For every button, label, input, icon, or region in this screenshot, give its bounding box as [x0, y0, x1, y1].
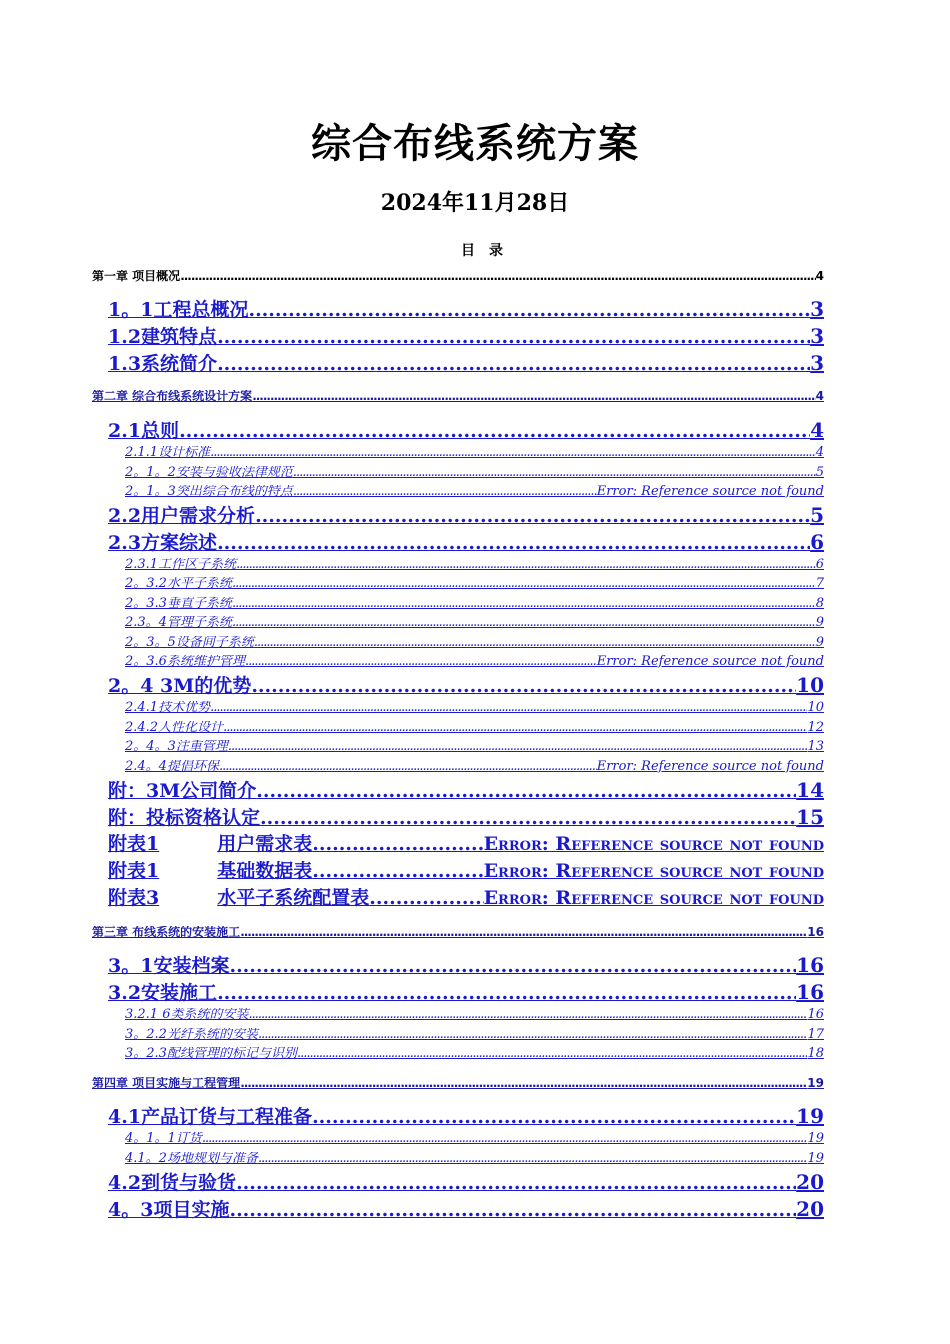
toc-subsection-2-4-3[interactable]: 2。4。3注重管理 ..... 13: [125, 740, 824, 755]
toc-section-2-3[interactable]: 2.3方案综述 ..... 6: [108, 531, 824, 555]
toc-section-1-1[interactable]: 1。1工程总概况 ..... 3: [108, 298, 824, 322]
toc-subsection-4-1-2[interactable]: 4.1。2场地规划与准备 ..... 19: [125, 1152, 824, 1167]
toc-subsection-2-3-4[interactable]: 2.3。4管理子系统 ..... 9: [125, 616, 824, 631]
toc-section-1-2[interactable]: 1.2建筑特点 ..... 3: [108, 325, 824, 349]
toc-section-3-2[interactable]: 3.2安装施工 ..... 16: [108, 981, 824, 1005]
toc-attachment-base-data[interactable]: 附表1 基础数据表 ..... Error: Reference source not found: [108, 861, 824, 883]
toc-subsection-2-3-1[interactable]: 2.3.1工作区子系统 ..... 6: [125, 558, 824, 573]
toc-appendix-qualification[interactable]: 附：投标资格认定 ..... 15: [108, 806, 824, 830]
toc-heading: 目录: [461, 243, 517, 259]
toc-subsection-2-1-1[interactable]: 2.1.1设计标准 ..... 4: [125, 446, 824, 461]
toc-subsection-2-3-5[interactable]: 2。3。5设备间子系统 ..... 9: [125, 636, 824, 651]
toc-subsection-2-4-4[interactable]: 2.4。4提倡环保 ..... Error: Reference source not found: [125, 760, 824, 775]
document-date: 2024年11月28日: [380, 190, 570, 216]
toc-subsection-2-1-3[interactable]: 2。1。3突出综合布线的特点 ..... Error: Reference source not found: [125, 485, 824, 500]
toc-chapter-3[interactable]: 第三章 布线系统的安装施工 ..... 16: [92, 926, 824, 940]
toc-attachment-user-needs[interactable]: 附表1 用户需求表 ..... Error: Reference source not found: [108, 834, 824, 856]
toc-subsection-2-4-2[interactable]: 2.4.2人性化设计 ..... 12: [125, 721, 824, 736]
toc-section-2-4[interactable]: 2。4 3M的优势 ..... 10: [108, 674, 824, 698]
toc-appendix-company[interactable]: 附：3M公司简介 ..... 14: [108, 779, 824, 803]
toc-chapter-2[interactable]: 第二章 综合布线系统设计方案 ..... 4: [92, 390, 824, 404]
toc-chapter-4[interactable]: 第四章 项目实施与工程管理 ..... 19: [92, 1077, 824, 1091]
toc-subsection-2-4-1[interactable]: 2.4.1技术优势 ..... 10: [125, 701, 824, 716]
toc-section-2-1[interactable]: 2.1总则 ..... 4: [108, 419, 824, 443]
toc-subsection-2-3-2[interactable]: 2。3.2水平子系统 ..... 7: [125, 577, 824, 592]
toc-subsection-4-1-1[interactable]: 4。1。1订货 ..... 19: [125, 1132, 824, 1147]
toc-subsection-3-2-1[interactable]: 3.2.1 6类系统的安装 ..... 16: [125, 1008, 824, 1023]
toc-section-4-3[interactable]: 4。3项目实施 ..... 20: [108, 1198, 824, 1222]
toc-attachment-horizontal-config[interactable]: 附表3 水平子系统配置表 ..... Error: Reference source not found: [108, 888, 824, 910]
toc-subsection-3-2-2[interactable]: 3。2.2光纤系统的安装 ..... 17: [125, 1028, 824, 1043]
toc-section-4-2[interactable]: 4.2到货与验货 ..... 20: [108, 1171, 824, 1195]
toc-subsection-3-2-3[interactable]: 3。2.3配线管理的标记与识别 ..... 18: [125, 1047, 824, 1062]
toc-section-4-1[interactable]: 4.1产品订货与工程准备 ..... 19: [108, 1105, 824, 1129]
toc-section-2-2[interactable]: 2.2用户需求分析 ..... 5: [108, 504, 824, 528]
toc-subsection-2-3-3[interactable]: 2。3.3垂直子系统 ..... 8: [125, 597, 824, 612]
toc-subsection-2-1-2[interactable]: 2。1。2安装与验收法律规范 ..... 5: [125, 466, 824, 481]
toc-chapter-1[interactable]: 第一章 项目概况 ..... 4: [92, 270, 824, 284]
toc-section-1-3[interactable]: 1.3系统简介 ..... 3: [108, 352, 824, 376]
toc-section-3-1[interactable]: 3。1安装档案 ..... 16: [108, 954, 824, 978]
document-title: 综合布线系统方案: [311, 121, 639, 167]
toc-subsection-2-3-6[interactable]: 2。3.6系统维护管理 ..... Error: Reference source not found: [125, 655, 824, 670]
